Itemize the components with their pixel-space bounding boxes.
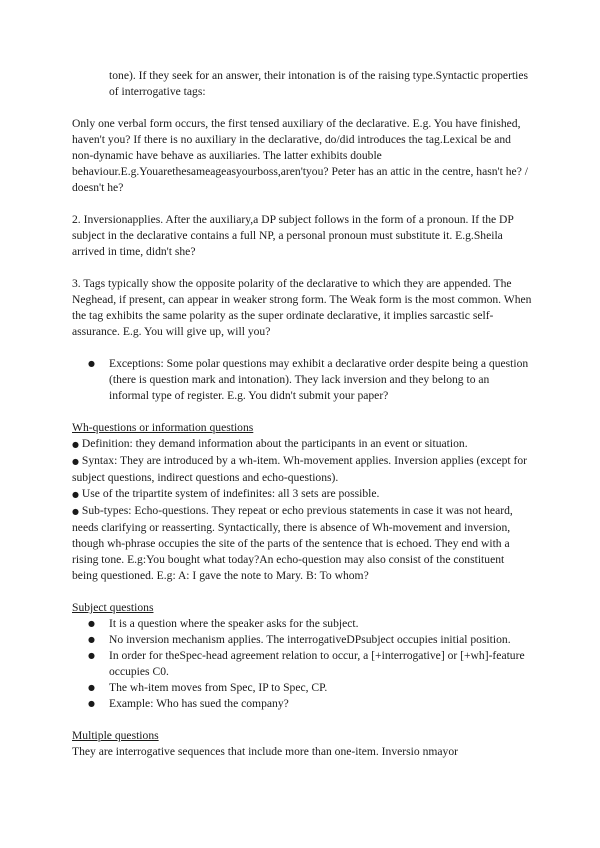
paragraph-polarity: 3. Tags typically show the opposite polarity of the declarative to which they are appended. The Neghead, if present, can appear in weaker strong form. The Weak form is the most common. When the tag exhibits the same polarity as the super ordinate declarative, it implies sarcastic self-assurance. E.g. You will give up, will you? [72, 277, 532, 338]
wh-item: ● Use of the tripartite system of indefinites: all 3 sets are possible. [72, 487, 380, 500]
wh-item: ● Syntax: They are introduced by a wh-item. Wh-movement applies. Inversion applies (except for subject questions, indirect questions and echo-questions). [72, 454, 528, 484]
wh-item: ● Sub-types: Echo-questions. They repeat or echo previous statements in case it was not heard, needs clarifying or reasserting. Syntactically, there is absence of Wh-movement and inversion, though wh-phrase occupies the site of the parts of the sentence that is echoed. They end with a rising tone. E.g:You bought what today?An echo-question may also consist of the constituent being questioned. E.g: A: I gave the note to Mary. B: To whom? [72, 504, 513, 582]
bullet-icon: ● [88, 699, 95, 708]
intro-continuation: tone). If they seek for an answer, their intonation is of the raising type.Syntactic properties of interrogative tags: [109, 69, 529, 98]
bullet-icon: ● [88, 683, 95, 692]
bullet-icon: ● [88, 359, 95, 368]
list-item [72, 356, 532, 404]
wh-item: ● Definition: they demand information about the participants in an event or situation. [72, 437, 468, 450]
bullet-icon: ● [72, 440, 79, 449]
section-heading-multiple: Multiple questions [72, 729, 159, 742]
bullet-icon: ● [72, 457, 79, 466]
exceptions-text: Exceptions: Some polar questions may exhibit a declarative order despite being a question (there is question mark and intonation). They lack inversion and they belong to an informal type of register. E.g. You didn't submit your paper? [109, 357, 529, 402]
section-heading-subject: Subject questions [72, 601, 154, 614]
list-item: ● No inversion mechanism applies. The interrogativeDPsubject occupies initial position. [88, 633, 511, 646]
bullet-icon: ● [88, 635, 95, 644]
document-page [72, 68, 532, 760]
bullet-icon: ● [72, 490, 79, 499]
paragraph-inversion: 2. Inversionapplies. After the auxiliary,a DP subject follows in the form of a pronoun. If the DP subject in the declarative contains a full NP, a personal pronoun must substitute it. E.g.Sheila arrived in time, didn't she? [72, 213, 514, 258]
list-item: ● The wh-item moves from Spec, IP to Spec, CP. [88, 681, 328, 694]
subject-list [72, 616, 532, 712]
list-item: ● In order for theSpec-head agreement relation to occur, a [+interrogative] or [+wh]-feature occupies C0. [88, 649, 525, 678]
multiple-text: They are interrogative sequences that include more than one-item. Inversio nmayor [72, 745, 458, 758]
section-heading-wh: Wh-questions or information questions [72, 421, 254, 434]
paragraph-auxiliary: Only one verbal form occurs, the first tensed auxiliary of the declarative. E.g. You have finished, haven't you? If there is no auxiliary in the declarative, do/did introduces the tag.Lexical be and non-dynamic have behave as auxiliaries. The latter exhibits double behaviour.E.g.Youarethesameageasyourboss,aren'tyou? Peter has an attic in the centre, hasn't he? / doesn't he? [72, 117, 528, 194]
bullet-icon: ● [72, 507, 79, 516]
list-item: ● Example: Who has sued the company? [88, 697, 289, 710]
bullet-icon: ● [88, 619, 95, 628]
exceptions-list [72, 356, 532, 404]
list-item: ● It is a question where the speaker asks for the subject. [88, 617, 359, 630]
bullet-icon: ● [88, 651, 95, 660]
